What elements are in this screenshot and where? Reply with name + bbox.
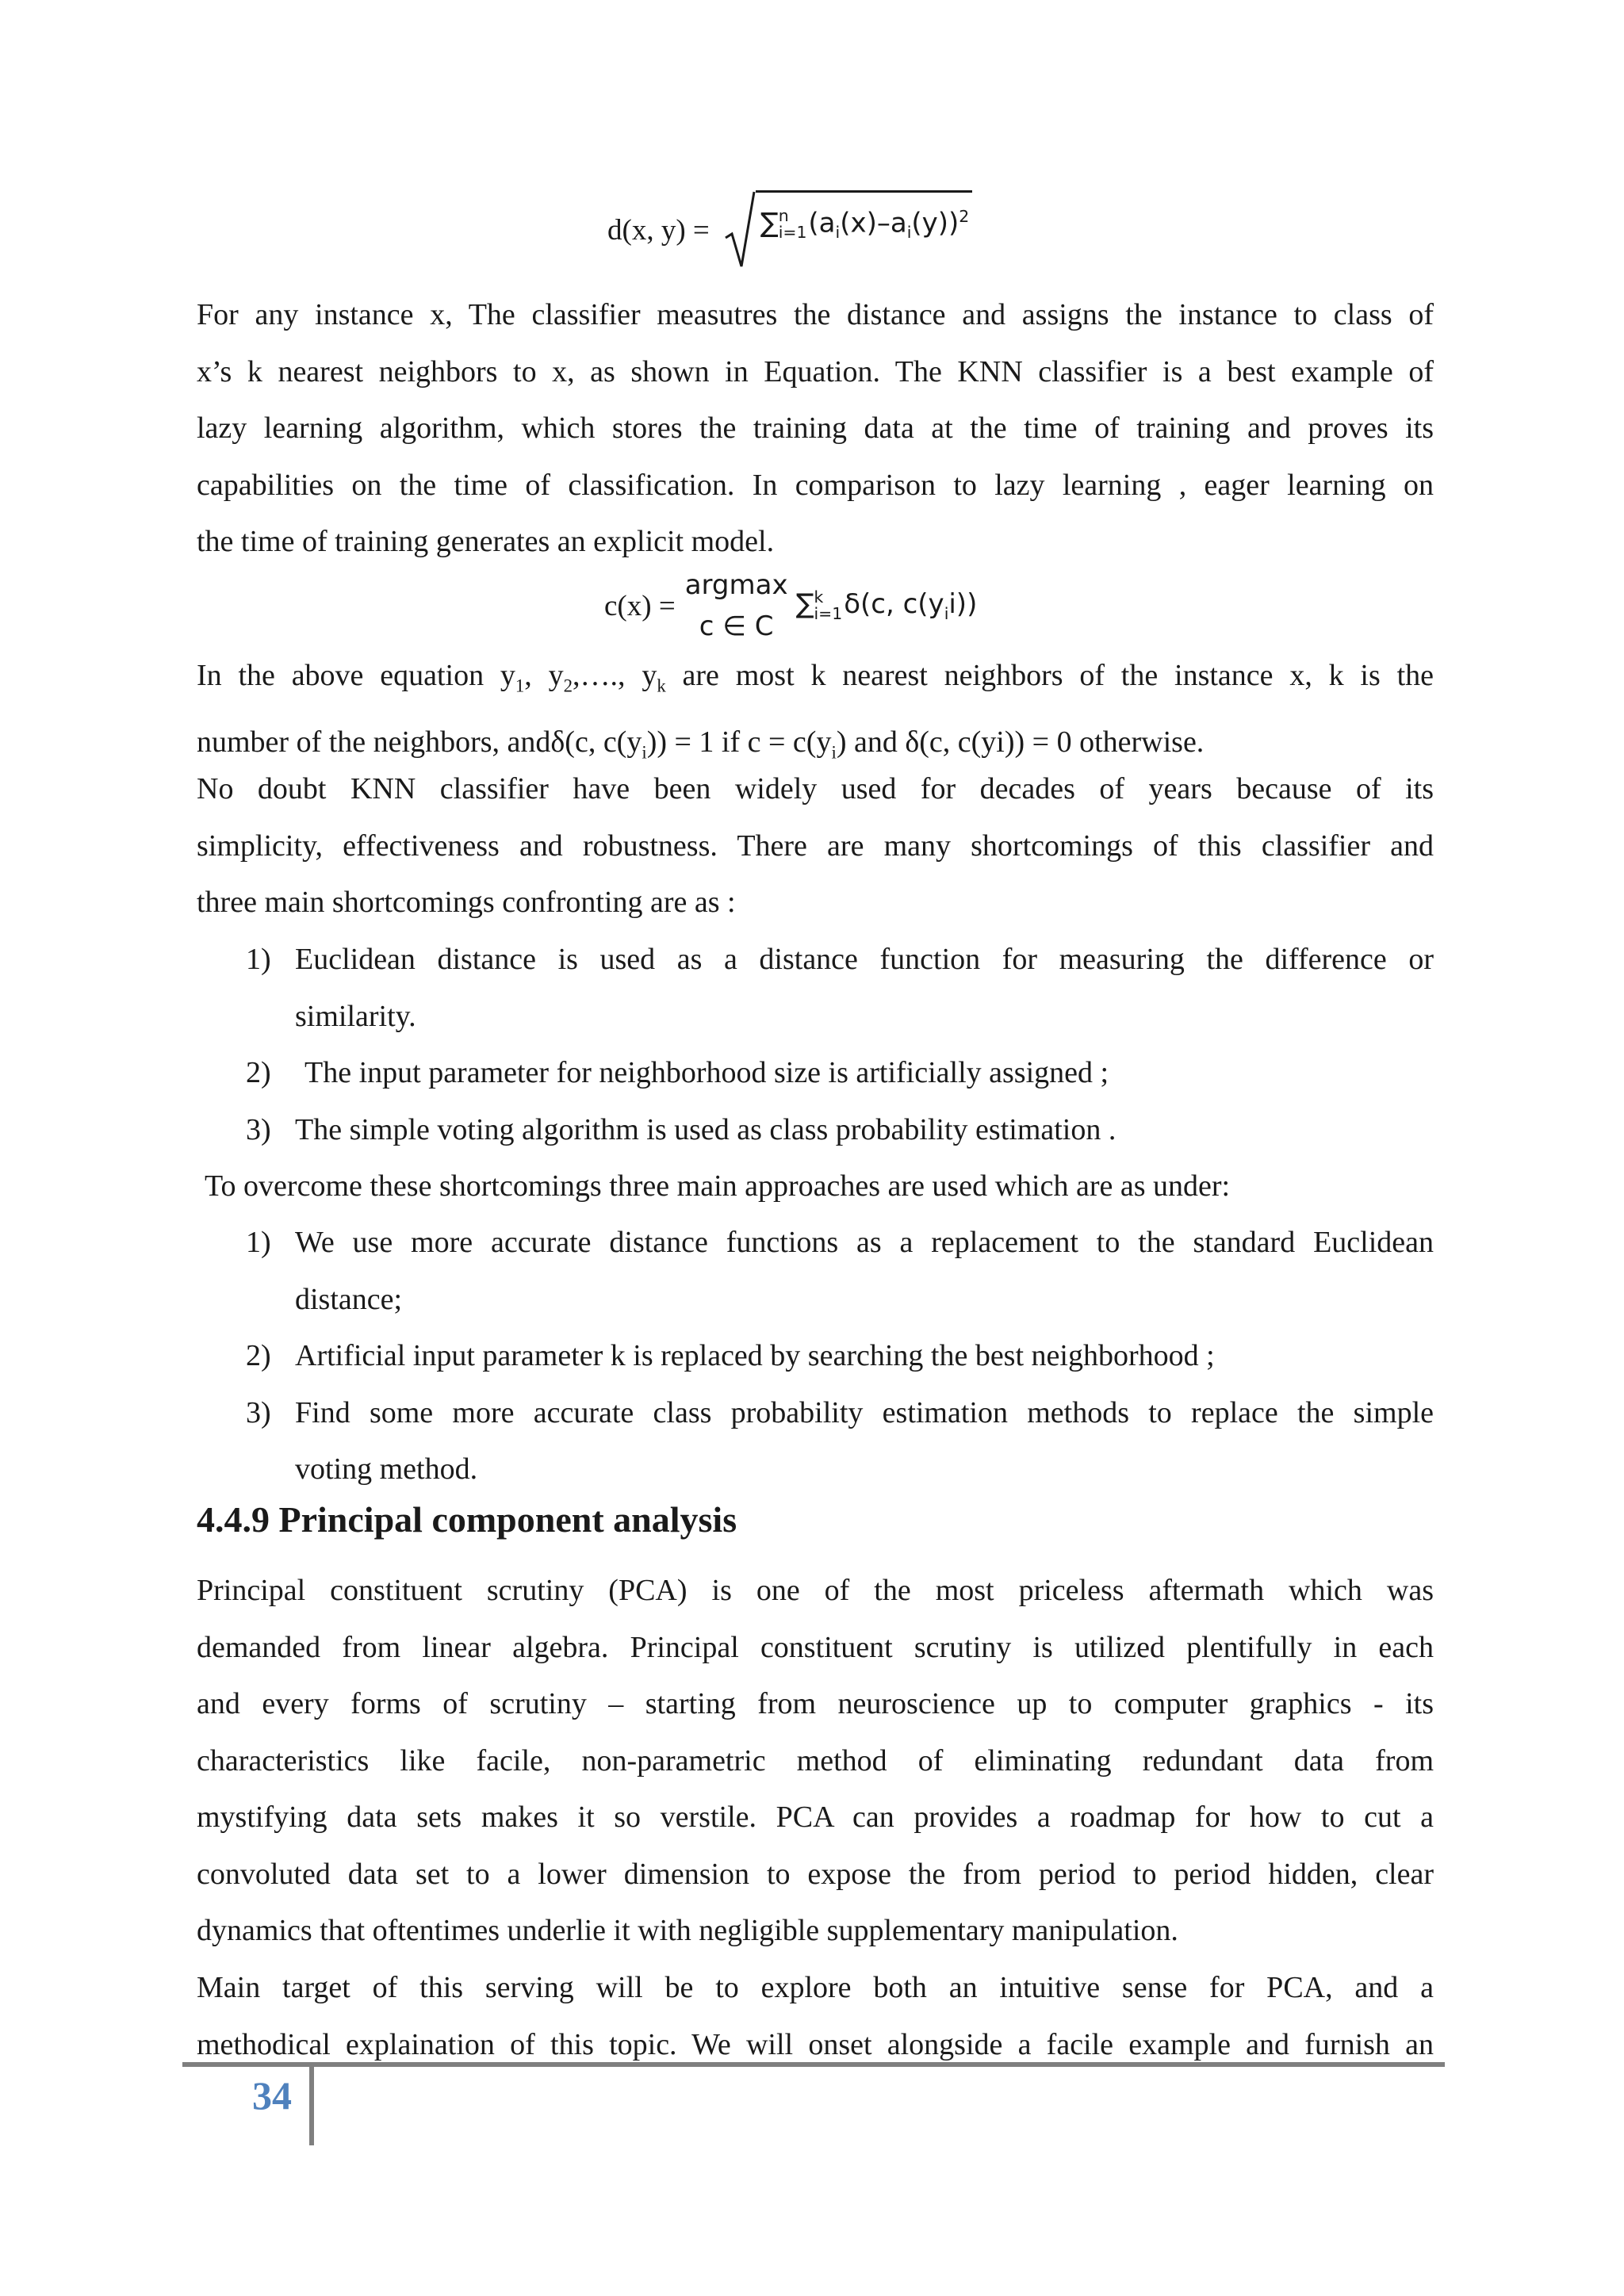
text-line: dynamics that oftentimes underlie it with negligible supplementary manipulation.	[197, 1914, 1178, 1947]
text-line: lazy learning algorithm, which stores the training data at the time of training and proves its	[197, 411, 1434, 445]
eq-part: δ(c, c(y	[844, 588, 944, 621]
text-line: Euclidean distance is used as a distance function for measuring the difference or	[295, 943, 1434, 976]
sum-upper-limit: n	[778, 206, 789, 226]
radical-sign-icon	[724, 190, 756, 270]
list-item	[246, 1102, 1434, 1159]
subscript: i	[906, 223, 912, 243]
text-line: Main target of this serving will be to explore both an intuitive sense for PCA, and a	[197, 1971, 1434, 2004]
text-line: demanded from linear algebra. Principal constituent scrutiny is utilized plentifully in each	[197, 1630, 1434, 1664]
text-line: capabilities on the time of classification. In comparison to lazy learning , eager learning on	[197, 468, 1434, 502]
list-number: 3)	[246, 1112, 271, 1146]
list-item-text	[295, 1215, 1434, 1328]
text-line: three main shortcomings confronting are as :	[197, 886, 736, 919]
paragraph-approaches	[205, 1158, 1442, 1215]
list-item-text	[295, 1102, 1434, 1159]
list-item	[246, 1385, 1434, 1498]
text-line: mystifying data sets makes it so verstile. PCA can provides a roadmap for how to cut a	[197, 1800, 1434, 1834]
list-number: 1)	[246, 1226, 271, 1259]
text-line: The input parameter for neighborhood size is artificially assigned ;	[304, 1056, 1109, 1089]
list-item	[246, 1045, 1434, 1102]
text-line: To overcome these shortcomings three main approaches are used which are as under:	[205, 1169, 1231, 1203]
text-line: distance;	[295, 1282, 403, 1316]
text-line: similarity.	[295, 999, 416, 1033]
text-line: methodical explaination of this topic. We will onset alongside a facile example and furnish an	[197, 2027, 1434, 2061]
list-item	[246, 932, 1434, 1045]
shortcomings-list	[246, 932, 1434, 1158]
list-number: 3)	[246, 1395, 271, 1429]
argmax-block	[685, 564, 788, 647]
list-item	[246, 1328, 1434, 1385]
text-line: simplicity, effectiveness and robustness. There are many shortcomings of this classifier and	[197, 828, 1434, 863]
list-number: 2)	[246, 1339, 271, 1372]
euclidean-distance-equation	[607, 190, 972, 270]
text-line: Artificial input parameter k is replaced by searching the best neighborhood ;	[295, 1339, 1215, 1372]
text-line: For any instance x, The classifier measutres the distance and assigns the instance to class of	[197, 298, 1434, 331]
paragraph-shortcomings	[197, 761, 1434, 932]
eq-part: (x)–a	[840, 207, 907, 239]
text-line: voting method.	[295, 1452, 478, 1486]
text-line: and every forms of scrutiny – starting from neuroscience up to computer graphics - its	[197, 1687, 1434, 1720]
text-line: In the above equation $y_1$, $y_2,\dots$., $y_k$ are most k nearest neighbors of the instance x, k is the	[197, 659, 1434, 696]
text-line: No doubt KNN classifier have been widely used for decades of years because of its	[197, 772, 1434, 806]
approaches-list	[246, 1215, 1434, 1498]
list-item-text	[295, 1385, 1434, 1498]
page-number: 34	[252, 2073, 292, 2118]
text-line: convoluted data set to a lower dimension to expose the from period to period hidden, clear	[197, 1857, 1434, 1891]
paragraph-pca-target	[197, 1960, 1434, 2073]
list-item-text	[295, 1328, 1434, 1385]
sum-lower-limit: i=1	[778, 222, 807, 242]
equation-lhs: d(x, y) =	[607, 213, 710, 247]
subscript: i	[835, 223, 841, 243]
argmax-label: argmax	[684, 569, 788, 601]
list-number: 2)	[246, 1056, 271, 1089]
text-line: Principal constituent scrutiny (PCA) is one of the most priceless aftermath which was	[197, 1574, 1434, 1607]
text-line: characteristics like facile, non-parametric method of eliminating redundant data from	[197, 1743, 1434, 1777]
subscript: i	[944, 603, 949, 623]
text-line: x’s k nearest neighbors to x, as shown in Equation. The KNN classifier is a best example of	[197, 354, 1434, 388]
equation-lhs: c(x) =	[604, 589, 676, 622]
equation-rhs: ∑ k i=1 δ(c, $c(y_ii)$)	[795, 587, 978, 623]
text-line: We use more accurate distance functions as a replacement to the standard Euclidean	[295, 1226, 1434, 1259]
eq-part: (y))	[911, 207, 959, 239]
footer-rule	[182, 2062, 1445, 2067]
paragraph-pca-intro	[197, 1563, 1434, 1960]
list-item	[246, 1215, 1434, 1328]
list-number: 1)	[246, 943, 271, 976]
section-heading: 4.4.9 Principal component analysis	[197, 1499, 737, 1540]
text-line: Find some more accurate class probability estimation methods to replace the simple	[295, 1395, 1434, 1429]
radicand: ∑ n i=1 $(a_i(x)-a_i(y))^2$	[756, 190, 973, 270]
square-root	[724, 190, 973, 270]
text-line: the time of training generates an explicit model.	[197, 525, 775, 558]
sum-lower-limit: i=1	[814, 603, 843, 623]
footer-divider	[309, 2064, 314, 2145]
list-item-text	[295, 932, 1434, 1045]
argmax-domain: c ∈ C	[699, 610, 774, 642]
text-line: number of the neighbors, andδ(c, $c(y_i)) = 1$ if $c = c(y_i)$ and δ(c, c(yi)) = 0 otherwise.	[197, 725, 1205, 763]
sum-upper-limit: k	[814, 587, 824, 607]
eq-part: i))	[948, 588, 978, 621]
knn-classification-equation	[604, 564, 977, 647]
list-item-text	[295, 1045, 1434, 1102]
eq-part: (a	[808, 207, 836, 239]
paragraph-knn-intro	[197, 287, 1434, 571]
text-line: The simple voting algorithm is used as class probability estimation .	[295, 1112, 1116, 1146]
exponent: 2	[959, 207, 970, 226]
